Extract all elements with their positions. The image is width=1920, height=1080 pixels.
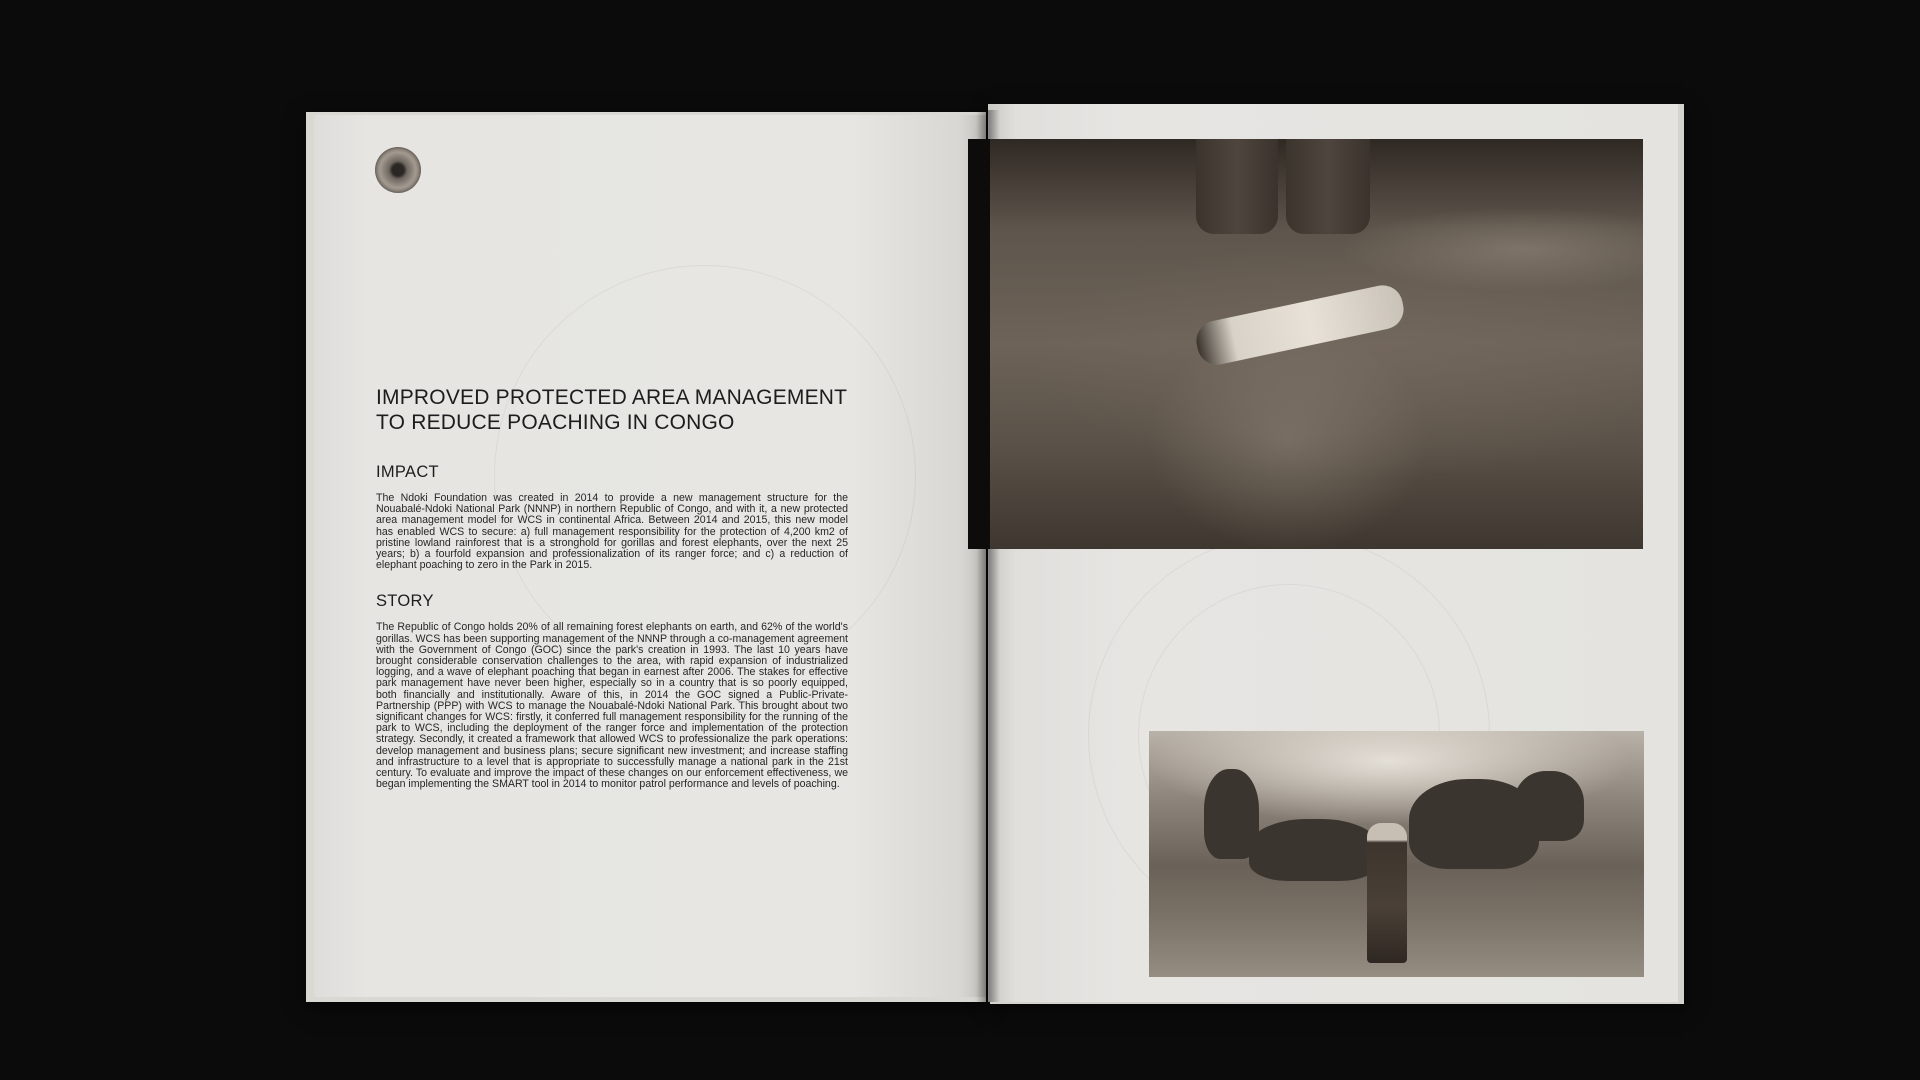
- elephant-leg-left: [1196, 139, 1278, 234]
- article-title: [376, 385, 848, 435]
- monk-figure: [1367, 823, 1407, 963]
- section-heading-story: STORY: [376, 592, 434, 611]
- article-title-line-1: IMPROVED PROTECTED AREA MANAGEMENT: [376, 386, 848, 409]
- photo-elephants-bathing-with-monk: [1149, 731, 1644, 977]
- section-body-story: The Republic of Congo holds 20% of all remaining forest elephants on earth, and 62% of the world's gorillas. WCS has been supporting management of the NNNP through a co-management agreement with the Government of Congo (GOC) since the park's creation in 1993. The last 10 years have brought considerable conservation challenges to the area, with rapid expansion of industrialized logging, and a wave of elephant poaching that began in earnest after 2006. The stakes for effective park management have never been higher, especially so in a country that is so poorly equipped, both financially and institutionally. Aware of this, in 2014 the GOC signed a Public-Private-Partnership (PPP) with WCS to manage the Nouabalé-Ndoki National Park. This brought about two significant changes for WCS: firstly, it conferred full management responsibility for the running of the park to WCS, including the deployment of the ranger force and implementation of the protection strategy. Secondly, it created a framework that allowed WCS to professionalize the park operations: develop management and business plans; secure significant new investment; and increase staffing and infrastructure to a level that is appropriate to successfully manage a national park in the 21st century. To evaluate and improve the impact of these changes on our enforcement effectiveness, we began implementing the SMART tool in 2014 to monitor patrol performance and levels of poaching.: [376, 621, 848, 791]
- elephant-shape: [1514, 771, 1584, 841]
- circular-eye-logo-icon: [375, 147, 421, 193]
- section-heading-impact: IMPACT: [376, 463, 439, 481]
- photo-dark-edge: [968, 139, 990, 549]
- photo-elephant-feet-woman-in-water: [968, 139, 1643, 549]
- elephant-leg-right: [1286, 139, 1370, 234]
- woman-lying-in-water: [1193, 282, 1408, 369]
- article-title-line-2: TO REDUCE POACHING IN CONGO: [376, 411, 735, 434]
- elephant-shape: [1249, 819, 1379, 881]
- article-column: [376, 385, 848, 790]
- section-body-impact: The Ndoki Foundation was created in 2014 to provide a new management structure for the Nouabalé-Ndoki National Park (NNNP) in northern Republic of Congo, and with it, a new protected area management model for WCS in continental Africa. Between 2014 and 2015, this new model has enabled WCS to secure: a) full management responsibility for the protection of 4,200 km2 of pristine lowland rainforest that is a stronghold for gorillas and forest elephants, over the next 25 years; b) a fourfold expansion and professionalization of its ranger force; and c) a reduction of elephant poaching to zero in the Park in 2015.: [376, 492, 848, 572]
